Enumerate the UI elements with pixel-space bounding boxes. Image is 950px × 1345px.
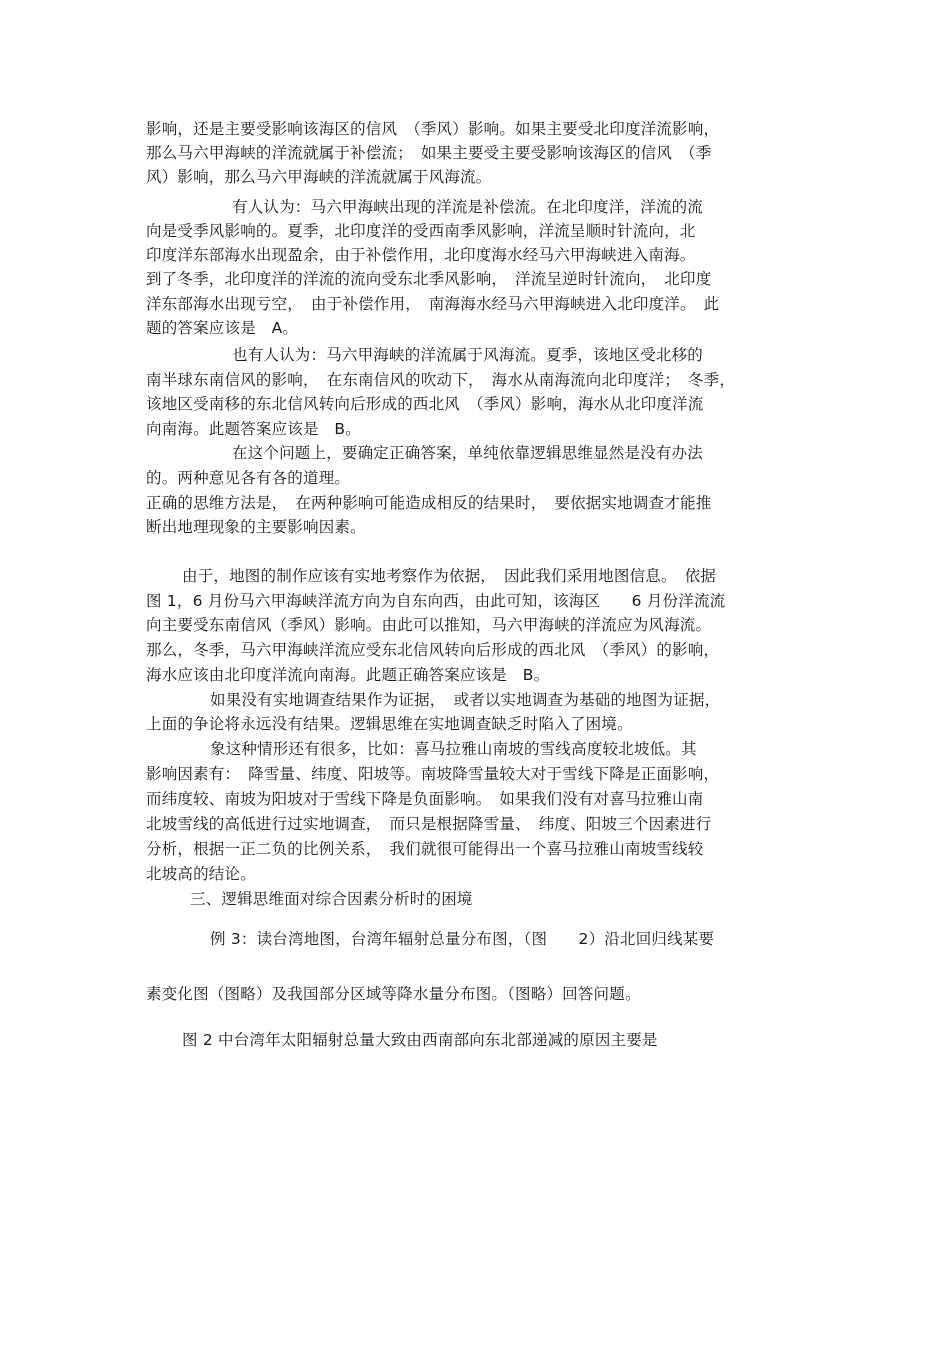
text-line: 的。两种意见各有各的道理。 [146, 469, 351, 487]
text-line: 北坡雪线的高低进行过实地调查， 而只是根据降雪量、 纬度、阳坡三个因素进行 [146, 815, 712, 833]
text-line: 象这种情形还有很多，比如：喜马拉雅山南坡的雪线高度较北坡低。其 [210, 740, 697, 758]
text-line: 由于，地图的制作应该有实地考察作为依据， 因此我们采用地图信息。 依据 [182, 567, 717, 585]
text-line: 印度洋东部海水出现盈余，由于补偿作用，北印度海水经马六甲海峡进入南海。 [146, 246, 696, 264]
text-line: 到了冬季，北印度洋的洋流的流向受东北季风影响， 洋流呈逆时针流向， 北印度 [146, 270, 712, 288]
text-line: 而纬度较、南坡为阳坡对于雪线下降是负面影响。 如果我们没有对喜马拉雅山南 [146, 790, 704, 808]
text-line: 南半球东南信风的影响， 在东南信风的吹动下， 海水从南海流向北印度洋； 冬季， [146, 371, 736, 389]
text-line: 那么，冬季，马六甲海峡洋流应受东北信风转向后形成的西北风 （季风）的影响， [146, 641, 720, 659]
text-line: 北坡高的结论。 [146, 865, 256, 883]
text-line: 图 2 中台湾年太阳辐射总量大致由西南部向东北部递减的原因主要是 [182, 1031, 658, 1049]
text-line: 该地区受南移的东北信风转向后形成的西北风 （季风）影响，海水从北印度洋流 [146, 395, 704, 413]
text-line: 影响，还是主要受影响该海区的信风 （季风）影响。如果主要受北印度洋流影响， [146, 120, 720, 138]
text-line: 影响因素有： 降雪量、纬度、阳坡等。南坡降雪量较大对于雪线下降是正面影响， [146, 765, 720, 783]
text-line: 向主要受东南信风（季风）影响。由此可以推知，马六甲海峡的洋流应为风海流。 [146, 616, 712, 634]
text-line: 有人认为：马六甲海峡出现的洋流是补偿流。在北印度洋，洋流的流 [232, 198, 704, 216]
text-line: 海水应该由北印度洋流向南海。此题正确答案应该是 B。 [146, 666, 550, 684]
text-line: 上面的争论将永远没有结果。逻辑思维在实地调查缺乏时陷入了困境。 [146, 715, 633, 733]
section-heading: 三、逻辑思维面对综合因素分析时的困境 [190, 890, 473, 908]
text-line: 正确的思维方法是， 在两种影响可能造成相反的结果时， 要依据实地调查才能推 [146, 494, 712, 512]
text-line: 向是受季风影响的。夏季，北印度洋的受西南季风影响，洋流呈顺时针流向，北 [146, 222, 696, 240]
text-line: 图 1，6 月份马六甲海峡洋流方向为自东向西，由此可知，该海区 6 月份洋流流 [146, 592, 726, 610]
text-line: 向南海。此题答案应该是 B。 [146, 420, 361, 438]
text-line: 断出地理现象的主要影响因素。 [146, 518, 366, 536]
text-line: 题的答案应该是 A。 [146, 319, 299, 337]
text-line: 风）影响，那么马六甲海峡的洋流就属于风海流。 [146, 168, 492, 186]
text-line: 也有人认为：马六甲海峡的洋流属于风海流。夏季，该地区受北移的 [232, 346, 704, 364]
text-line: 素变化图（图略）及我国部分区域等降水量分布图。（图略）回答问题。 [146, 985, 641, 1003]
text-line: 在这个问题上，要确定正确答案，单纯依靠逻辑思维显然是没有办法 [232, 444, 704, 462]
text-line: 例 3：读台湾地图，台湾年辐射总量分布图，（图 2）沿北回归线某要 [210, 930, 715, 948]
text-line: 那么马六甲海峡的洋流就属于补偿流； 如果主要受主要受影响该海区的信风 （季 [146, 144, 712, 162]
text-line: 分析，根据一正二负的比例关系， 我们就很可能得出一个喜马拉雅山南坡雪线较 [146, 840, 704, 858]
text-line: 如果没有实地调查结果作为证据， 或者以实地调查为基础的地图为证据， [210, 691, 721, 709]
text-line: 洋东部海水出现亏空， 由于补偿作用， 南海海水经马六甲海峡进入北印度洋。 此 [146, 295, 720, 313]
